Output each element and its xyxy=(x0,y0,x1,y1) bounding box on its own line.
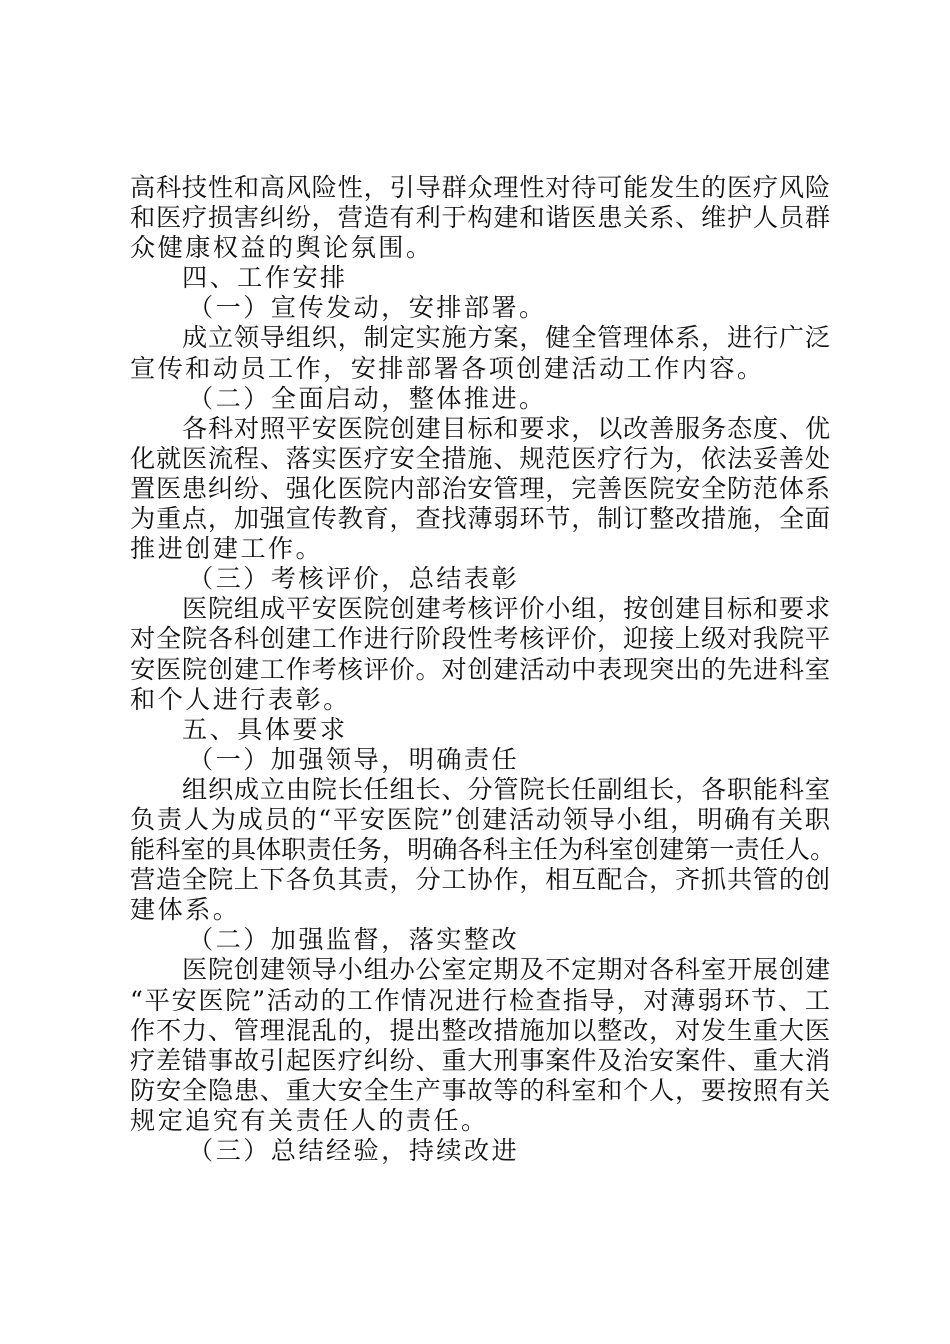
subsection-heading: （二）加强监督，落实整改 xyxy=(188,925,520,955)
body-text-line: 疗差错事故引起医疗纠纷、重大刑事案件及治安案件、重大消 xyxy=(130,1045,830,1075)
paragraph-first-line: 成立领导组织，制定实施方案，健全管理体系，进行广泛 xyxy=(182,323,830,353)
subsection-heading: （二）全面启动，整体推进。 xyxy=(188,383,547,413)
paragraph-first-line: 各科对照平安医院创建目标和要求，以改善服务态度、优 xyxy=(182,413,830,443)
subsection-heading: （三）总结经验，持续改进 xyxy=(188,1136,520,1165)
subsection-heading: （一）加强领导，明确责任 xyxy=(188,744,520,774)
paragraph-last-line: 和个人进行表彰。 xyxy=(130,684,351,714)
paragraph-first-line: 组织成立由院长任组长、分管院长任副组长，各职能科室 xyxy=(182,774,830,804)
paragraph-first-line: 医院组成平安医院创建考核评价小组，按创建目标和要求 xyxy=(182,594,830,624)
subsection-heading: （三）考核评价，总结表彰 xyxy=(188,564,520,594)
body-text-line: 置医患纠纷、强化医院内部治安管理，完善医院安全防范体系 xyxy=(130,473,830,503)
body-text-line: 化就医流程、落实医疗安全措施、规范医疗行为，依法妥善处 xyxy=(130,443,830,473)
paragraph-first-line: 医院创建领导小组办公室定期及不定期对各科室开展创建 xyxy=(182,955,830,985)
paragraph-last-line: 规定追究有关责任人的责任。 xyxy=(130,1105,489,1135)
body-text-line: 作不力、管理混乱的，提出整改措施加以整改，对发生重大医 xyxy=(130,1015,830,1045)
body-text-line: 为重点，加强宣传教育，查找薄弱环节，制订整改措施，全面 xyxy=(130,504,830,534)
paragraph-last-line: 宣传和动员工作，安排部署各项创建活动工作内容。 xyxy=(130,353,765,383)
body-text-line: 高科技性和高风险性，引导群众理性对待可能发生的医疗风险 xyxy=(130,173,830,202)
body-text-line: 和医疗损害纠纷，营造有利于构建和谐医患关系、维护人员群 xyxy=(130,203,830,233)
body-text-line: 营造全院上下各负其责，分工协作，相互配合，齐抓共管的创 xyxy=(130,865,830,895)
document-page xyxy=(130,173,836,1166)
body-text-line: 负责人为成员的“平安医院”创建活动领导小组，明确有关职 xyxy=(130,804,830,834)
paragraph-last-line: 众健康权益的舆论氛围。 xyxy=(130,233,434,263)
body-text-line: 能科室的具体职责任务，明确各科主任为科室创建第一责任人。 xyxy=(130,835,836,865)
section-heading: 四、工作安排 xyxy=(182,263,348,293)
body-text-line: 防安全隐患、重大安全生产事故等的科室和个人，要按照有关 xyxy=(130,1075,830,1105)
body-text-line: 对全院各科创建工作进行阶段性考核评价，迎接上级对我院平 xyxy=(130,624,830,654)
paragraph-last-line: 建体系。 xyxy=(130,895,241,925)
section-heading: 五、具体要求 xyxy=(182,714,348,744)
body-text-line: 安医院创建工作考核评价。对创建活动中表现突出的先进科室 xyxy=(130,654,830,684)
subsection-heading: （一）宣传发动，安排部署。 xyxy=(188,293,547,323)
body-text-line: “平安医院”活动的工作情况进行检查指导，对薄弱环节、工 xyxy=(130,985,830,1015)
paragraph-last-line: 推进创建工作。 xyxy=(130,534,324,564)
